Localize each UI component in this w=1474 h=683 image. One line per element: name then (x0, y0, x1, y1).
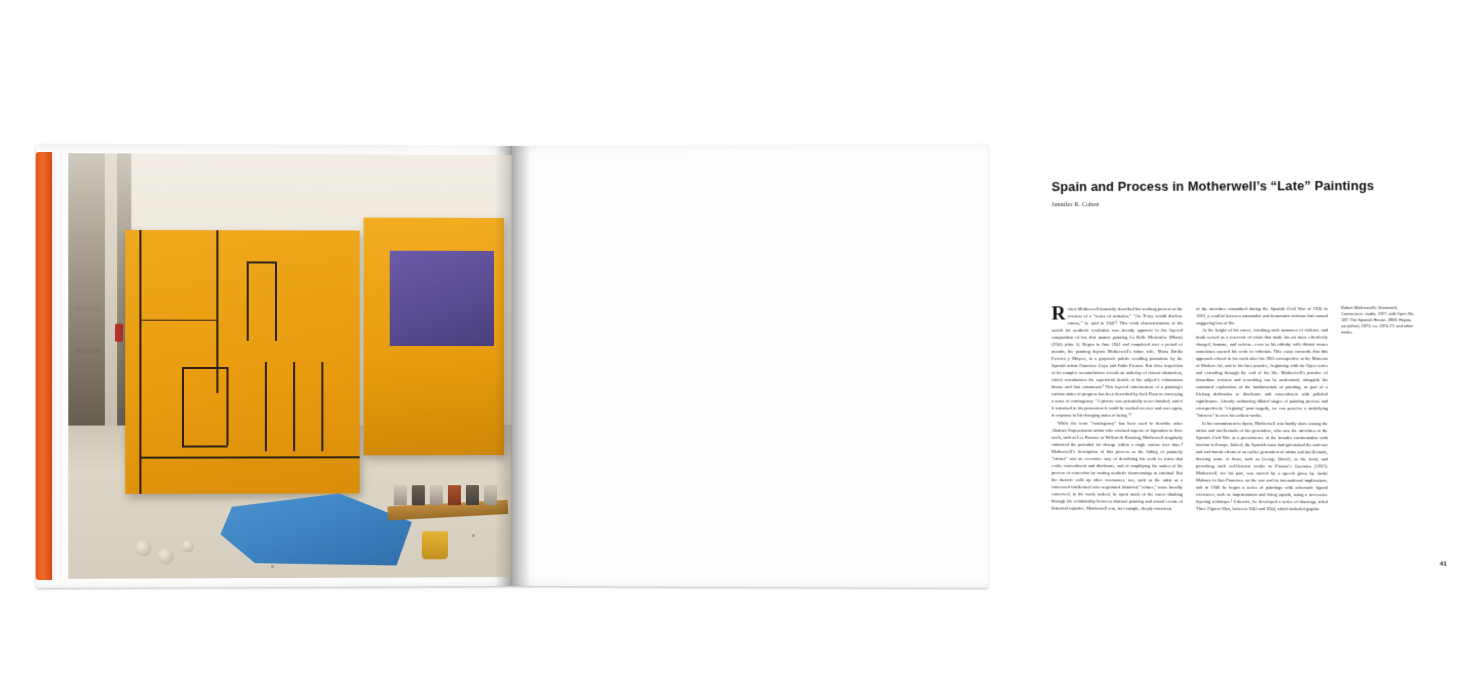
sidenote-column (1341, 305, 1418, 513)
glass-jar (182, 540, 194, 552)
plate-photograph (68, 153, 512, 579)
glass-jar (135, 540, 151, 556)
paragraph: While the term “contingency” has been used to describe other Abstract Expressionist artists who retained aspects of figuration in their work, such as Lee Krasner or Willem de Kooning, Motherwell singularly embraced the potential for change within a single canvas over time.⁴ Motherwell’s description of this process as the hiding of painterly “crimes” was an evocative way of describing his work in terms that evoke concealment and disclosure, and of amplifying the stakes of his process of correction by casting aesthetic shortcomings as criminal. But his rhetoric calls up other resonances, too, such as the artist as a concerned intellectual who negotiated historical “crimes,” more broadly conceived, in his work; indeed, he spent much of his career thinking through the relationship between abstract painting and actual events of historical injustice. Motherwell was, for example, deeply conscious (1051, 420, 1183, 511)
drop-cap: R (1051, 303, 1066, 325)
right-page (512, 144, 1447, 588)
paint-can (466, 485, 479, 505)
shelf-upper (74, 306, 100, 311)
yellow-painting-large (125, 230, 359, 494)
book-page-edges (52, 152, 62, 580)
glass-jar (158, 548, 174, 564)
studio-photo (68, 153, 512, 579)
open-book-spread (40, 146, 1447, 586)
paint-can (484, 485, 497, 505)
yellow-painting-with-purple (364, 218, 504, 455)
paragraph-text: obert Motherwell famously described his working process as the revision of a “series of mistakes.” “An X-ray would disclose crimes,” he said in 1947.¹ This vivid characterization of his search for aesthetic resolution was already apparent in the layered composition of his first mature painting La Belle Mexicaine (Maria) (1941; plate 1). Begun in June 1941 and completed over a period of months, the painting depicts Motherwell’s future wife, Maria Emilia Ferreira y Moyers, in a grayscale palette recalling portraiture by the Spanish artists Francisco Goya and Pablo Picasso. But close inspection of its complex accumulations reveals an underlay of riotous abstraction, which corroborates the superficial details of his subject’s voluminous blouse and hair ornaments.² This layered entwinement of a painting’s various states of progress has been described by Jack Flam as conveying a sense of contingency: “A picture was potentially never finished, and if it remained in his possession it could be worked on over and over again, in response to his changing states of being.”³ (1051, 306, 1183, 419)
book-binding-edge (36, 152, 52, 580)
paint-can (394, 485, 407, 505)
plate-caption: Robert Motherwell’s Greenwich, Connecticut, studio, 1977, with Open No. 187: The Spanish House, 1968; Hoyoa, we (other), 1971; ca. 1974-77, and other works. (1341, 304, 1415, 335)
paint-can (412, 485, 425, 505)
floor-mark (271, 565, 274, 568)
shelf-lower (74, 349, 100, 354)
paragraph: In his commitment to Spain, Motherwell was hardly alone among the artists and intellectuals of his generation, who saw the atrocities of the Spanish Civil War as a preeminence of the broader confrontation with fascism in Europe. Indeed, the Spanish cause had galvanized the anti-war and anti-fascist efforts of an earlier generation of artists and intellectuals, drawing some of them, such as George Orwell, to the front, and provoking such well-known works as Picasso’s Guernica (1937). Motherwell, for his part, was moved by a speech given by André Malraux in San Francisco on the war and its international implications, and in 1940 he began a series of paintings with schematic figural references, such as imprisonment and firing squads, using a successive layering technique.⁵ Likewise, he developed a series of drawings, titled Three Figures Shot, between 1943 and 1944, which included graphic (1195, 420, 1328, 512)
red-object (115, 323, 123, 341)
page-title: Spain and Process in Motherwell’s “Late” Paintings (1051, 178, 1375, 195)
text-column-1 (1052, 305, 1183, 512)
page-number: 41 (1439, 561, 1447, 568)
yellow-bucket (422, 531, 448, 559)
left-page (36, 144, 512, 588)
floor-mark (331, 546, 333, 548)
paint-can (430, 485, 443, 505)
floor-mark (472, 534, 475, 537)
article-author: Jennifer R. Cohen (1051, 201, 1099, 209)
paragraph (1052, 305, 1183, 419)
paragraph: At the height of his career, invoking such instances of violence and death served as a reservoir of crisis that made his art more effectively charged, humane, and serious—even as his affinity with distant causes sometimes opened his work to criticism. This essay contends that this approach echoed in his work after his 1965 retrospective at the Museum of Modern Art, and in his later practice, beginning with the Open series and extending through the end of his life. Motherwell’s practice of immediate revision and reworking can be understood, alongside his continued exploration of the fundamentals of painting, as part of a lifelong dedication to disclosure and concealment with political significance. Already embracing dilated stages of painting process and retrospectively “elegizing” past tragedy, we can perceive a underlying “lateness” in even his earliest works. (1195, 327, 1328, 419)
paint-can (448, 485, 461, 505)
text-column-2 (1196, 305, 1328, 512)
article-columns (1052, 305, 1456, 513)
purple-rectangle (390, 251, 494, 346)
paragraph: of the atrocities committed during the Spanish Civil War of 1936 to 1939, a conflict between nationalist and democratic factions that caused staggering loss of life. (1195, 306, 1328, 326)
article-page (988, 142, 1473, 590)
